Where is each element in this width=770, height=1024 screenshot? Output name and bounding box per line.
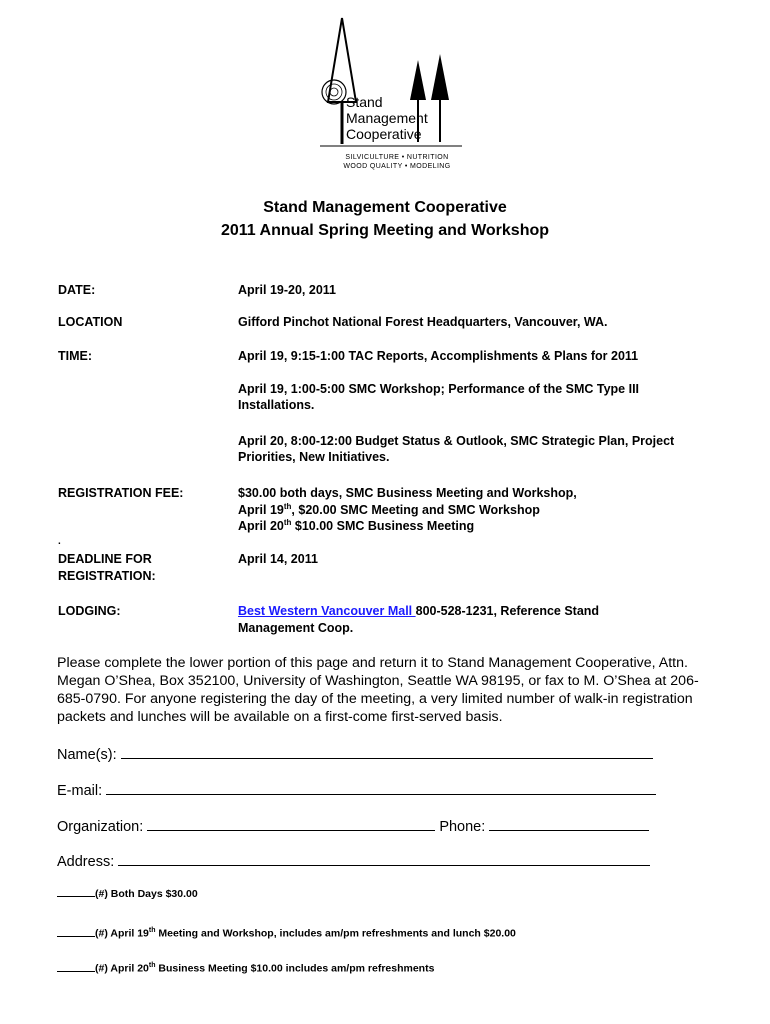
fee-line-3-date: April 20	[238, 519, 284, 533]
option-both-days[interactable]	[57, 886, 198, 901]
fee-line-3-sup: th	[283, 517, 292, 527]
deadline-label-2: REGISTRATION:	[58, 569, 156, 583]
time-label: TIME:	[58, 349, 93, 363]
time-item-3: April 20, 8:00-12:00 Budget Status & Outlook, SMC Strategic Plan, Project Priorities, New Initiatives.	[238, 434, 675, 464]
option-both-days-text: (#) Both Days $30.00	[95, 888, 198, 900]
option-april-19-date: (#) April 19	[95, 927, 149, 940]
logo-line-cooperative: Cooperative	[346, 126, 422, 142]
lodging-hotel-link[interactable]: Best Western Vancouver Mall	[238, 604, 416, 618]
organization-field[interactable]	[57, 816, 649, 836]
lodging-phone-text: 800-528-1231, Reference Stand	[415, 604, 600, 618]
option-april-19-text: Meeting and Workshop, includes am/pm refreshments and lunch $20.00	[155, 927, 516, 940]
address-label: Address:	[57, 854, 115, 870]
fee-line-2-text: , $20.00 SMC Meeting and SMC Workshop	[291, 503, 540, 517]
option-april-19[interactable]	[57, 924, 516, 941]
organization-line[interactable]	[147, 816, 435, 831]
organization-label: Organization:	[57, 819, 144, 835]
smc-logo	[300, 14, 470, 174]
logo-tagline-1: SILVICULTURE • NUTRITION	[345, 154, 449, 161]
separator-dot: .	[58, 536, 61, 547]
fee-line-1: $30.00 both days, SMC Business Meeting and Workshop,	[238, 486, 577, 500]
fee-line-3-text: $10.00 SMC Business Meeting	[291, 519, 475, 533]
option-april-20-text: Business Meeting $10.00 includes am/pm refreshments	[155, 962, 435, 975]
location-label: LOCATION	[58, 315, 123, 329]
date-label: DATE:	[58, 283, 96, 297]
fee-line-2	[238, 502, 708, 518]
logo-line-stand: Stand	[346, 94, 383, 110]
title-line-2: 2011 Annual Spring Meeting and Workshop	[220, 222, 550, 239]
option-april-20-date: (#) April 20	[95, 962, 149, 975]
lodging-label: LODGING:	[58, 604, 121, 618]
names-label: Name(s):	[57, 747, 117, 763]
deadline-label-1: DEADLINE FOR	[58, 552, 152, 566]
title-line-1: Stand Management Cooperative	[263, 199, 507, 216]
address-field[interactable]	[57, 851, 650, 871]
time-item-1: April 19, 9:15-1:00 TAC Reports, Accomplishments & Plans for 2011	[238, 349, 639, 363]
time-item-2: April 19, 1:00-5:00 SMC Workshop; Performance of the SMC Type III Installations.	[238, 382, 640, 412]
phone-line[interactable]	[489, 816, 649, 831]
fee-line-2-sup: th	[283, 501, 292, 511]
logo-wordmark	[346, 94, 428, 142]
fee-label: REGISTRATION FEE:	[58, 486, 184, 500]
option-april-20[interactable]	[57, 959, 434, 976]
fee-line-2-date: April 19	[238, 503, 284, 517]
option-april-19-sup: th	[148, 927, 156, 934]
option-april-19-blank[interactable]	[57, 926, 95, 937]
email-label: E-mail:	[57, 783, 103, 799]
names-line[interactable]	[121, 744, 653, 759]
email-line[interactable]	[106, 780, 656, 795]
logo-line-management: Management	[346, 110, 428, 126]
date-value: April 19-20, 2011	[238, 283, 336, 297]
address-line[interactable]	[118, 851, 650, 866]
names-field[interactable]	[57, 744, 653, 764]
option-both-days-blank[interactable]	[57, 886, 95, 897]
email-field[interactable]	[57, 780, 656, 800]
option-april-20-sup: th	[148, 962, 156, 969]
logo-tagline	[322, 153, 472, 171]
deadline-value: April 14, 2011	[238, 552, 318, 566]
lodging-line-2: Management Coop.	[238, 621, 354, 635]
location-value: Gifford Pinchot National Forest Headquarters, Vancouver, WA.	[238, 315, 608, 329]
logo-tagline-2: WOOD QUALITY • MODELING	[343, 163, 451, 170]
instructions-paragraph: Please complete the lower portion of this page and return it to Stand Management Cooperative, Attn. Megan O’Shea, Box 352100, University of Washington, Seattle WA 98195, or fax to M. O’Shea at 206-685-0790. For anyone registering the day of the meeting, a very limited number of walk-in registration packets and lunches will be available on a first-come first-served basis.	[57, 655, 699, 725]
fee-line-3	[238, 518, 708, 534]
phone-label: Phone:	[439, 819, 486, 835]
lodging-line-1	[238, 603, 708, 619]
option-april-20-blank[interactable]	[57, 961, 95, 972]
